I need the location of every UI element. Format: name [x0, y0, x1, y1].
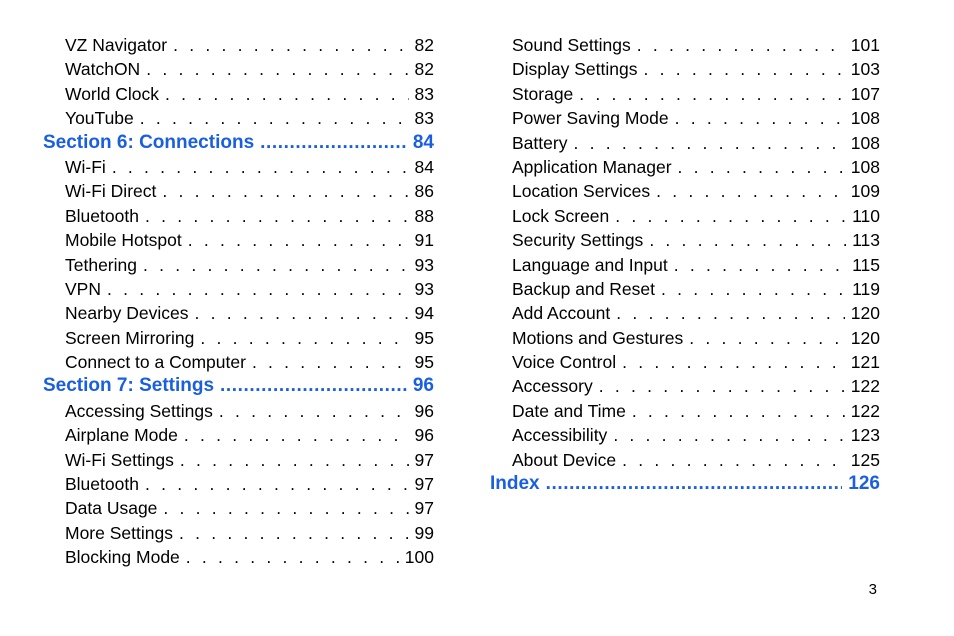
toc-title: Language and Input	[512, 254, 668, 275]
toc-entry-backup-and-reset[interactable]	[490, 277, 880, 301]
toc-page: 125	[850, 449, 880, 470]
dot-leader	[140, 106, 409, 130]
toc-entry-tethering[interactable]	[43, 253, 434, 277]
toc-title: WatchON	[65, 59, 141, 80]
toc-page: 82	[414, 35, 434, 55]
toc-page: 86	[414, 181, 434, 202]
toc-entry-voice-control[interactable]	[490, 350, 880, 374]
toc-title: About Device	[512, 449, 617, 470]
toc-entry-blocking-mode[interactable]	[43, 545, 434, 569]
toc-page: 97	[414, 449, 434, 470]
dot-leader	[200, 326, 408, 350]
toc-page: 99	[414, 522, 434, 543]
dot-leader	[678, 155, 845, 179]
toc-entry-lock-screen[interactable]	[490, 204, 880, 228]
toc-title: Lock Screen	[512, 205, 610, 226]
toc-title: Airplane Mode	[65, 425, 178, 446]
toc-title: Wi-Fi Direct	[65, 181, 157, 202]
toc-page: 121	[850, 352, 880, 373]
dot-leader	[616, 301, 845, 325]
toc-page: 82	[414, 59, 434, 80]
dot-leader	[107, 277, 409, 301]
toc-entry-sound-settings[interactable]	[490, 33, 880, 57]
toc-title: Wi-Fi	[65, 156, 106, 177]
page-number: 3	[868, 581, 877, 598]
toc-entry-data-usage[interactable]	[43, 496, 434, 520]
toc-page: 96	[414, 425, 434, 446]
dot-leader	[162, 179, 408, 203]
toc-page: 122	[850, 400, 880, 421]
toc-entry-power-saving-mode[interactable]	[490, 106, 880, 130]
dot-leader	[184, 423, 409, 447]
toc-title: Add Account	[512, 303, 611, 324]
dot-leader	[179, 521, 409, 545]
toc-page: 94	[414, 303, 434, 324]
toc-page: 83	[414, 108, 434, 129]
toc-page: 126	[848, 473, 880, 495]
toc-title: Sound Settings	[512, 35, 631, 55]
dot-leader	[599, 374, 845, 398]
toc-entry-world-clock[interactable]	[43, 82, 434, 106]
toc-entry-screen-mirroring[interactable]	[43, 326, 434, 350]
toc-entry-nearby-devices[interactable]	[43, 301, 434, 325]
toc-title: Accessory	[512, 376, 593, 397]
toc-entry-vpn[interactable]	[43, 277, 434, 301]
toc-title: Voice Control	[512, 352, 617, 373]
toc-title: Mobile Hotspot	[65, 230, 182, 251]
toc-page: 96	[412, 375, 434, 397]
toc-title: Storage	[512, 83, 574, 104]
toc-page: 97	[414, 474, 434, 495]
toc-entry-vz-navigator[interactable]	[43, 33, 434, 57]
dot-leader	[186, 545, 399, 569]
toc-page: 96	[414, 400, 434, 421]
toc-page: 84	[412, 131, 434, 153]
toc-entry-date-and-time[interactable]	[490, 399, 880, 423]
toc-title: Tethering	[65, 254, 137, 275]
dot-leader	[546, 472, 843, 496]
toc-entry-connect-to-a-computer[interactable]	[43, 350, 434, 374]
dot-leader	[656, 179, 845, 203]
toc-entry-accessibility[interactable]	[490, 423, 880, 447]
toc-title: More Settings	[65, 522, 173, 543]
dot-leader	[188, 228, 409, 252]
toc-entry-bluetooth[interactable]	[43, 204, 434, 228]
toc-entry-youtube[interactable]	[43, 106, 434, 130]
toc-title: Wi-Fi Settings	[65, 449, 174, 470]
toc-page: 115	[852, 254, 880, 275]
toc-page: 119	[852, 278, 880, 299]
toc-page: 83	[414, 83, 434, 104]
toc-title: Bluetooth	[65, 205, 139, 226]
toc-page: 107	[850, 83, 880, 104]
toc-entry-display-settings[interactable]	[490, 57, 880, 81]
toc-entry-wi-fi-direct[interactable]	[43, 179, 434, 203]
toc-title: Battery	[512, 132, 568, 153]
dot-leader	[112, 155, 409, 179]
toc-entry-add-account[interactable]	[490, 301, 880, 325]
toc-section-index[interactable]	[490, 472, 880, 496]
dot-leader	[260, 131, 407, 155]
dot-leader	[649, 228, 846, 252]
dot-leader	[180, 448, 409, 472]
toc-title: Security Settings	[512, 230, 644, 251]
toc-page: 88	[414, 205, 434, 226]
toc-title: Index	[490, 473, 540, 495]
dot-leader	[573, 131, 844, 155]
toc-title: VZ Navigator	[65, 35, 168, 55]
dot-leader	[643, 57, 844, 81]
toc-page: 108	[850, 108, 880, 129]
toc-entry-more-settings[interactable]	[43, 521, 434, 545]
toc-page: 113	[852, 230, 880, 251]
toc-entry-mobile-hotspot[interactable]	[43, 228, 434, 252]
dot-leader	[613, 423, 844, 447]
toc-page: 91	[414, 230, 434, 251]
dot-leader	[173, 33, 408, 57]
toc-page: 97	[414, 498, 434, 519]
toc-title: Power Saving Mode	[512, 108, 669, 129]
toc-title: World Clock	[65, 83, 160, 104]
toc-title: Display Settings	[512, 59, 638, 80]
dot-leader	[195, 301, 409, 325]
dot-leader	[143, 253, 409, 277]
dot-leader	[689, 326, 845, 350]
toc-title: Section 6: Connections	[43, 131, 255, 153]
toc-entry-wi-fi-settings[interactable]	[43, 448, 434, 472]
dot-leader	[622, 448, 845, 472]
toc-entry-airplane-mode[interactable]	[43, 423, 434, 447]
dot-leader	[632, 399, 845, 423]
toc-page: 100	[404, 547, 434, 568]
toc-title: Accessing Settings	[65, 400, 213, 421]
dot-leader	[145, 204, 409, 228]
toc-entry-accessing-settings[interactable]	[43, 399, 434, 423]
toc-title: Motions and Gestures	[512, 327, 684, 348]
toc-title: Backup and Reset	[512, 278, 656, 299]
toc-title: VPN	[65, 278, 101, 299]
toc-page: 108	[850, 156, 880, 177]
toc-entry-application-manager[interactable]	[490, 155, 880, 179]
toc-page: 101	[850, 35, 880, 55]
toc-page: 103	[850, 59, 880, 80]
toc-title: Nearby Devices	[65, 303, 189, 324]
toc-title: Data Usage	[65, 498, 158, 519]
dot-leader	[165, 82, 409, 106]
toc-entry-motions-and-gestures[interactable]	[490, 326, 880, 350]
toc-entry-location-services[interactable]	[490, 179, 880, 203]
toc-entry-language-and-input[interactable]	[490, 253, 880, 277]
dot-leader	[220, 374, 407, 398]
dot-leader	[622, 350, 845, 374]
dot-leader	[637, 33, 845, 57]
toc-page: 122	[850, 376, 880, 397]
dot-leader	[579, 82, 845, 106]
dot-leader	[219, 399, 409, 423]
toc-title: Connect to a Computer	[65, 352, 246, 373]
toc-page: 93	[414, 278, 434, 299]
toc-title: YouTube	[65, 108, 134, 129]
toc-right-column	[490, 33, 880, 496]
dot-leader	[252, 350, 409, 374]
dot-leader	[675, 106, 845, 130]
toc-entry-watchon[interactable]	[43, 57, 434, 81]
toc-page: 110	[852, 205, 880, 226]
dot-leader	[674, 253, 846, 277]
toc-page: 95	[414, 352, 434, 373]
toc-entry-accessory[interactable]	[490, 374, 880, 398]
toc-page: 109	[850, 181, 880, 202]
dot-leader	[146, 57, 408, 81]
toc-title: Accessibility	[512, 425, 608, 446]
toc-section-section-7-settings[interactable]	[43, 374, 434, 398]
toc-page: 120	[850, 327, 880, 348]
toc-page: 84	[414, 156, 434, 177]
toc-entry-wi-fi[interactable]	[43, 155, 434, 179]
toc-title: Bluetooth	[65, 474, 139, 495]
toc-title: Screen Mirroring	[65, 327, 195, 348]
toc-page: 120	[850, 303, 880, 324]
toc-section-section-6-connections[interactable]	[43, 131, 434, 155]
toc-entry-battery[interactable]	[490, 131, 880, 155]
toc-left-column	[43, 33, 434, 570]
toc-entry-security-settings[interactable]	[490, 228, 880, 252]
toc-page: 93	[414, 254, 434, 275]
toc-page: 123	[850, 425, 880, 446]
toc-page: 108	[850, 132, 880, 153]
dot-leader	[661, 277, 846, 301]
toc-entry-about-device[interactable]	[490, 448, 880, 472]
toc-title: Application Manager	[512, 156, 672, 177]
toc-title: Date and Time	[512, 400, 626, 421]
dot-leader	[163, 496, 408, 520]
toc-title: Blocking Mode	[65, 547, 180, 568]
toc-page: 95	[414, 327, 434, 348]
toc-entry-storage[interactable]	[490, 82, 880, 106]
toc-title: Location Services	[512, 181, 651, 202]
dot-leader	[615, 204, 846, 228]
dot-leader	[145, 472, 409, 496]
toc-title: Section 7: Settings	[43, 375, 215, 397]
toc-entry-bluetooth[interactable]	[43, 472, 434, 496]
